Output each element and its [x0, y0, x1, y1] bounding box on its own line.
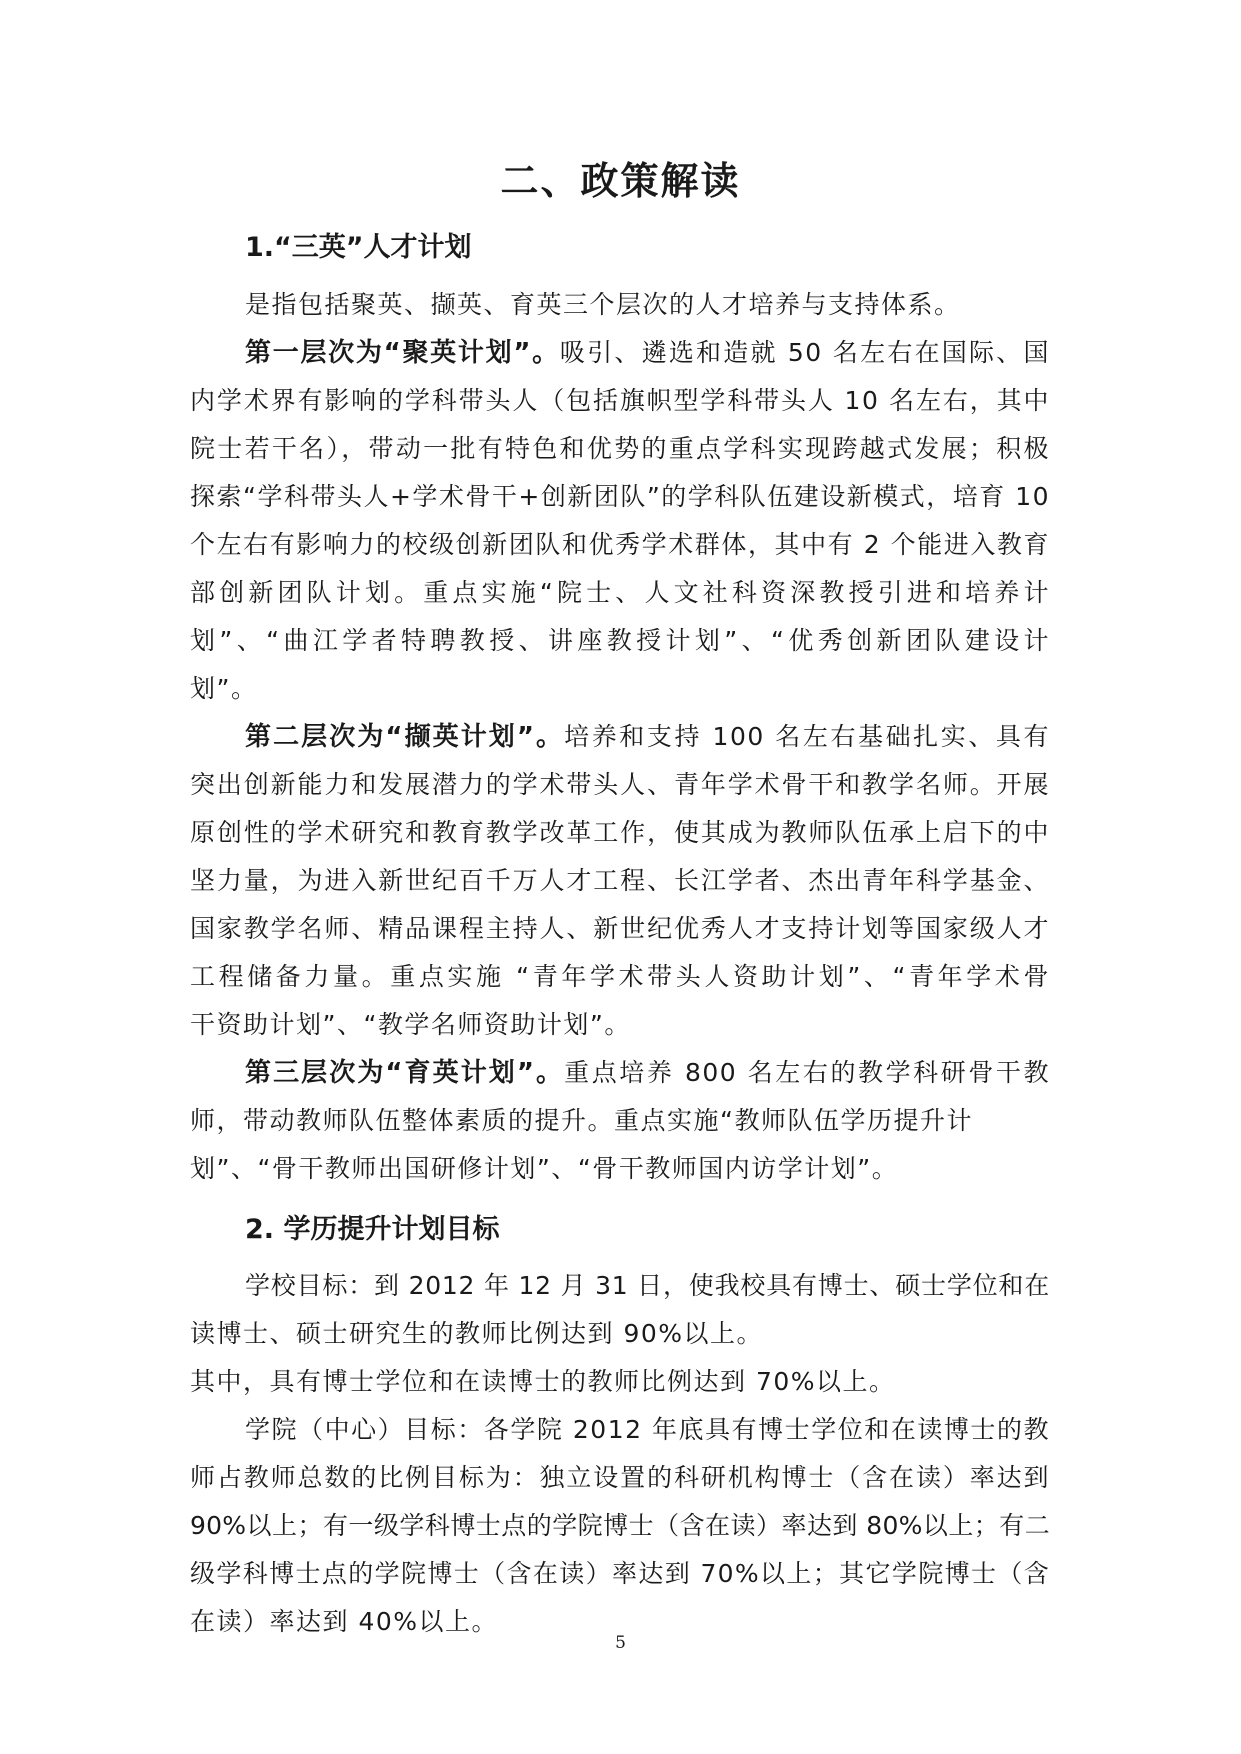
level1-line-3: 院士若干名），带动一批有特色和优势的重点学科实现跨越式发展；积极 [190, 434, 1050, 463]
level2-line-5: 国家教学名师、精品课程主持人、新世纪优秀人才支持计划等国家级人才 [190, 914, 1050, 943]
level2-lead: 第二层次为“撷英计划”。 [245, 722, 565, 752]
level2-line-1 [245, 717, 1050, 757]
college-goal-line-4: 级学科博士点的学院博士（含在读）率达到 70%以上；其它学院博士（含 [190, 1559, 1050, 1588]
level2-line-6: 工程储备力量。重点实施 “青年学术带头人资助计划”、“青年学术骨 [190, 962, 1050, 991]
college-goal-line-1: 学院（中心）目标：各学院 2012 年底具有博士学位和在读博士的教 [245, 1415, 1050, 1444]
section-heading-degree-goals: 2. 学历提升计划目标 [245, 1214, 500, 1245]
level2-line-3: 原创性的学术研究和教育教学改革工作，使其成为教师队伍承上启下的中 [190, 818, 1050, 847]
level3-lead: 第三层次为“育英计划”。 [245, 1058, 565, 1088]
level1-line-7: 划”、“曲江学者特聘教授、讲座教授计划”、“优秀创新团队建设计 [190, 626, 1050, 655]
school-goal-line-2: 读博士、硕士研究生的教师比例达到 90%以上。 [190, 1319, 764, 1348]
level1-line-4: 探索“学科带头人+学术骨干+创新团队”的学科队伍建设新模式，培育 10 [190, 482, 1051, 511]
level1-line-6: 部创新团队计划。重点实施“院士、人文社科资深教授引进和培养计 [190, 578, 1050, 607]
level2-text-1: 培养和支持 100 名左右基础扎实、具有 [564, 722, 1050, 751]
level1-line-8: 划”。 [190, 674, 258, 703]
college-goal-line-2: 师占教师总数的比例目标为：独立设置的科研机构博士（含在读）率达到 [190, 1463, 1050, 1492]
level1-line-2: 内学术界有影响的学科带头人（包括旗帜型学科带头人 10 名左右，其中 [190, 386, 1050, 415]
college-goal-line-5: 在读）率达到 40%以上。 [190, 1607, 499, 1636]
section-heading-talent-plan: 1.“三英”人才计划 [245, 232, 472, 263]
level2-line-4: 坚力量，为进入新世纪百千万人才工程、长江学者、杰出青年科学基金、 [190, 866, 1050, 895]
school-goal-line-3: 其中，具有博士学位和在读博士的教师比例达到 70%以上。 [190, 1367, 896, 1396]
level1-text-1: 吸引、遴选和造就 50 名左右在国际、国 [559, 338, 1050, 367]
intro-paragraph: 是指包括聚英、撷英、育英三个层次的人才培养与支持体系。 [245, 290, 961, 319]
page-title: 二、政策解读 [500, 159, 741, 203]
school-goal-line-1: 学校目标：到 2012 年 12 月 31 日，使我校具有博士、硕士学位和在 [245, 1271, 1050, 1300]
page-number: 5 [615, 1633, 626, 1653]
level3-line-2: 师，带动教师队伍整体素质的提升。重点实施“教师队伍学历提升计 [190, 1106, 973, 1135]
level1-line-5: 个左右有影响力的校级创新团队和优秀学术群体，其中有 2 个能进入教育 [190, 530, 1050, 559]
level2-line-7: 干资助计划”、“教学名师资助计划”。 [190, 1010, 631, 1039]
college-goal-line-3: 90%以上；有一级学科博士点的学院博士（含在读）率达到 80%以上；有二 [190, 1511, 1050, 1540]
level2-line-2: 突出创新能力和发展潜力的学术带头人、青年学术骨干和教学名师。开展 [190, 770, 1050, 799]
level1-line-1 [245, 333, 1050, 373]
level1-lead: 第一层次为“聚英计划”。 [245, 338, 560, 368]
level3-line-1 [245, 1053, 1050, 1093]
level3-line-3: 划”、“骨干教师出国研修计划”、“骨干教师国内访学计划”。 [190, 1154, 899, 1183]
level3-text-1: 重点培养 800 名左右的教学科研骨干教 [564, 1058, 1050, 1087]
